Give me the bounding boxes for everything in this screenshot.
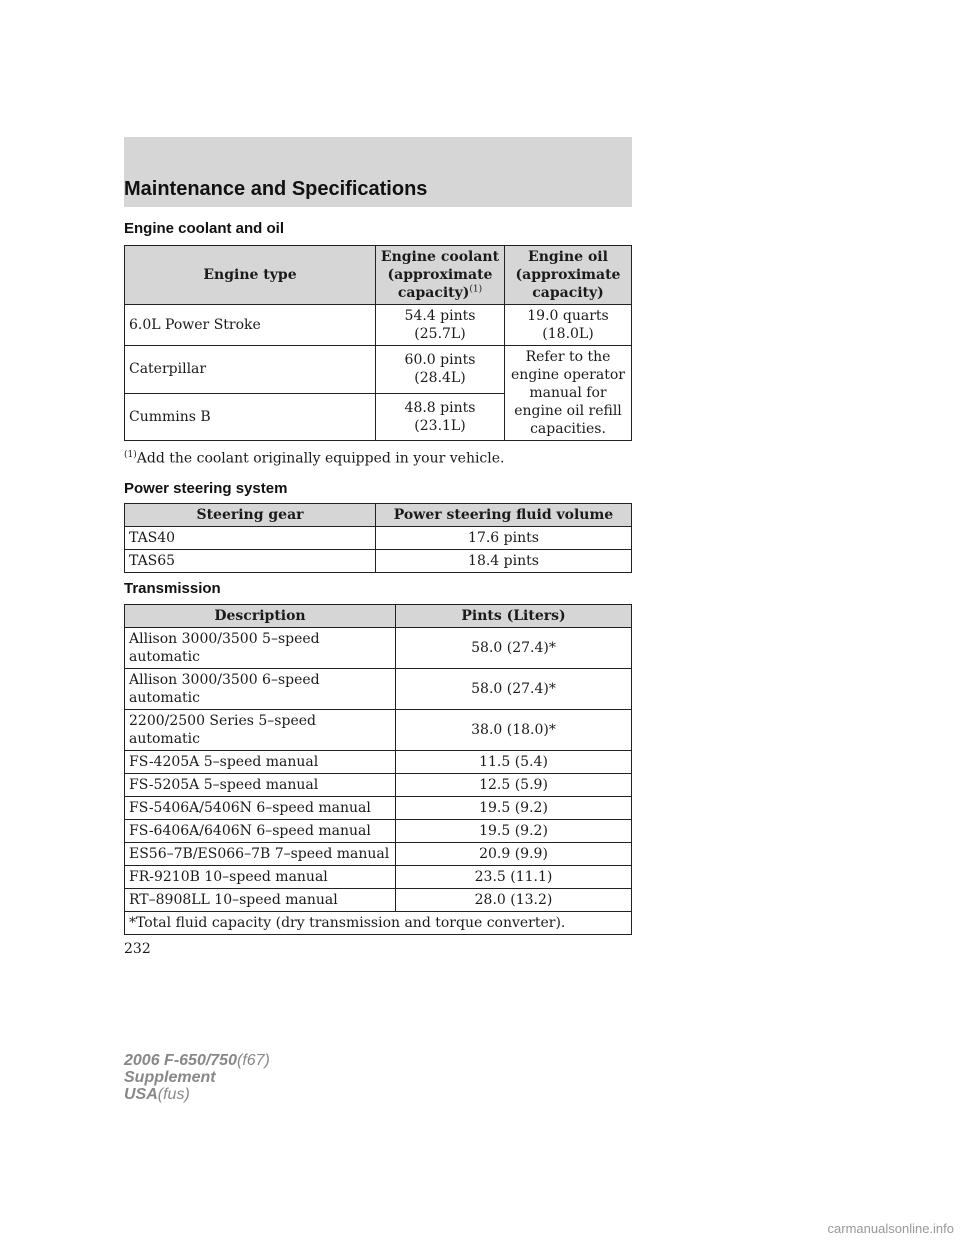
pints-liters-cell: 23.5 (11.1) [396, 866, 632, 889]
pints-liters-cell: 19.5 (9.2) [396, 820, 632, 843]
header-engine-type: Engine type [125, 246, 376, 305]
table-row [125, 843, 632, 866]
steering-gear-cell: TAS40 [125, 527, 376, 550]
engine-type-cell: 6.0L Power Stroke [125, 305, 376, 346]
table-row [125, 628, 632, 669]
fluid-volume-cell: 18.4 pints [376, 550, 632, 573]
transmission-table [124, 604, 632, 935]
coolant-footnote: $^{(1)}$Add the coolant originally equipped in your vehicle. [124, 450, 505, 467]
engine-type-cell: Cummins B [125, 393, 376, 441]
fluid-volume-cell: 17.6 pints [376, 527, 632, 550]
table-row [125, 550, 632, 573]
coolant-cell: 60.0 pints (28.4L) [376, 346, 505, 394]
pints-liters-cell: 58.0 (27.4)* [396, 669, 632, 710]
oil-shared-cell: Refer to the engine operator manual for engine oil refill capacities. [505, 346, 632, 441]
header-steering-gear: Steering gear [125, 504, 376, 527]
table-header-row [125, 605, 632, 628]
description-cell: FS-5406A/5406N 6–speed manual [125, 797, 396, 820]
page-number: 232 [124, 941, 151, 957]
description-cell: FR-9210B 10–speed manual [125, 866, 396, 889]
table-row [125, 820, 632, 843]
engine-type-cell: Caterpillar [125, 346, 376, 394]
table-row [125, 866, 632, 889]
oil-cell: 19.0 quarts (18.0L) [505, 305, 632, 346]
transmission-note: *Total fluid capacity (dry transmission and torque converter). [125, 912, 632, 935]
pints-liters-cell: 58.0 (27.4)* [396, 628, 632, 669]
description-cell: Allison 3000/3500 5–speed automatic [125, 628, 396, 669]
description-cell: Allison 3000/3500 6–speed automatic [125, 669, 396, 710]
table-row [125, 669, 632, 710]
footnote-mark: (1) [124, 450, 137, 460]
coolant-cell: 54.4 pints (25.7L) [376, 305, 505, 346]
pints-liters-cell: 19.5 (9.2) [396, 797, 632, 820]
description-cell: FS-5205A 5–speed manual [125, 774, 396, 797]
coolant-table [124, 245, 632, 441]
description-cell: ES56–7B/ES066–7B 7–speed manual [125, 843, 396, 866]
table-row [125, 305, 632, 346]
pints-liters-cell: 20.9 (9.9) [396, 843, 632, 866]
table-row [125, 710, 632, 751]
description-cell: RT–8908LL 10–speed manual [125, 889, 396, 912]
table-row [125, 346, 632, 394]
steering-gear-cell: TAS65 [125, 550, 376, 573]
header-fluid-volume: Power steering fluid volume [376, 504, 632, 527]
section-title-coolant: Engine coolant and oil [124, 220, 285, 237]
section-title-transmission: Transmission [124, 580, 221, 597]
table-row [125, 751, 632, 774]
pints-liters-cell: 28.0 (13.2) [396, 889, 632, 912]
footnote-mark: (1) [469, 284, 483, 295]
header-engine-oil: Engine oil (approximate capacity) [505, 246, 632, 305]
page-title: Maintenance and Specifications [124, 178, 428, 200]
pints-liters-cell: 12.5 (5.9) [396, 774, 632, 797]
description-cell: FS-6406A/6406N 6–speed manual [125, 820, 396, 843]
pints-liters-cell: 11.5 (5.4) [396, 751, 632, 774]
pints-liters-cell: 38.0 (18.0)* [396, 710, 632, 751]
table-row [125, 889, 632, 912]
description-cell: FS-4205A 5–speed manual [125, 751, 396, 774]
section-title-steering: Power steering system [124, 480, 288, 497]
header-description: Description [125, 605, 396, 628]
table-header-row [125, 246, 632, 305]
transmission-rows [125, 628, 632, 912]
description-cell: 2200/2500 Series 5–speed automatic [125, 710, 396, 751]
table-row [125, 774, 632, 797]
steering-table [124, 503, 632, 573]
header-engine-coolant: Engine coolant (approximate capacity)$^{(1)}$ [376, 246, 505, 305]
header-band [124, 137, 632, 207]
table-row [125, 797, 632, 820]
table-header-row [125, 504, 632, 527]
table-row [125, 527, 632, 550]
header-pints-liters: Pints (Liters) [396, 605, 632, 628]
document-footer: 2006 F-650/750(f67) Supplement USA(fus) [124, 1052, 270, 1103]
table-note-row [125, 912, 632, 935]
watermark: carmanualsonline.info [827, 1221, 954, 1236]
coolant-cell: 48.8 pints (23.1L) [376, 393, 505, 441]
